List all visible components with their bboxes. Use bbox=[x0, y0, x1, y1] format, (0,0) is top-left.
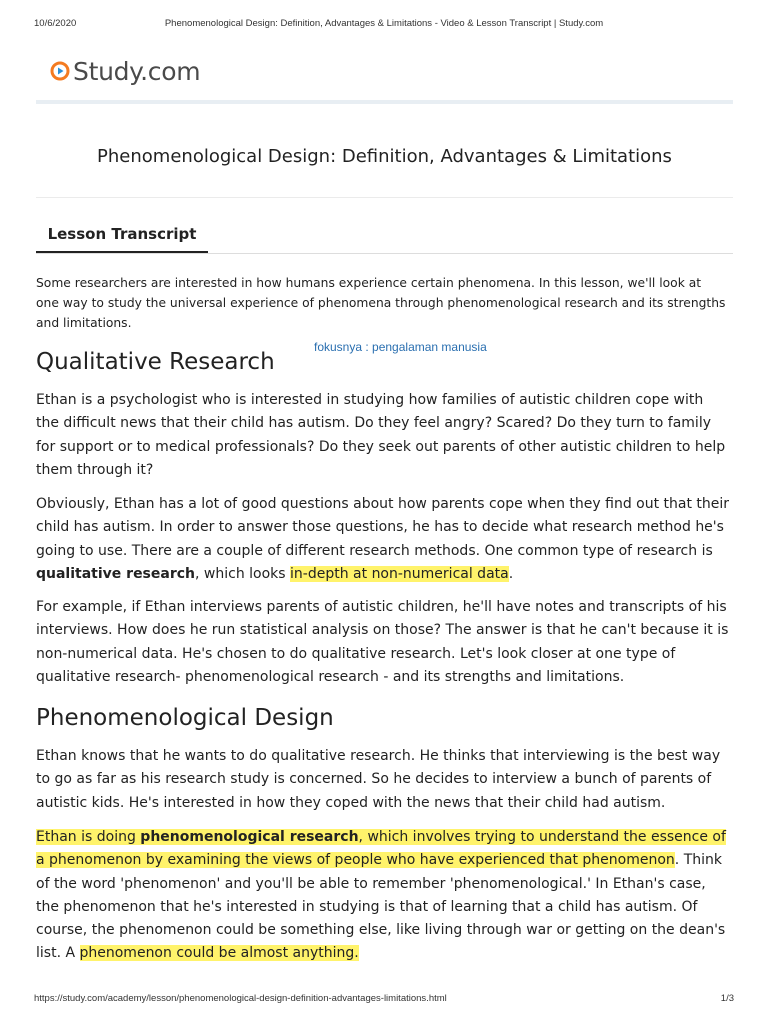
title-divider bbox=[36, 197, 733, 198]
tab-divider bbox=[36, 253, 733, 254]
bold-term-qualitative-research: qualitative research bbox=[36, 565, 196, 582]
print-url: https://study.com/academy/lesson/phenomenological-design-definition-advantages-limitations.html bbox=[34, 993, 447, 1004]
print-header bbox=[34, 18, 734, 32]
tab-lesson-transcript[interactable]: Lesson Transcript bbox=[47, 225, 197, 243]
lesson-intro: Some researchers are interested in how humans experience certain phenomena. In this lesson, we'll look at one way to study the universal experience of phenomena through phenomenological research and its strengths and limitations. bbox=[36, 276, 726, 330]
highlighted-text: , which involves trying to understand the essence of a phenomenon by examining the views of people who have experienced that phenomenon bbox=[36, 829, 726, 869]
header-divider bbox=[36, 100, 733, 104]
text-segment: . Think of the word 'phenomenon' and you'll be able to remember 'phenomenological.' In Ethan's case, the phenomenon that he's interested in studying is that of learning that a child has autism. Of course, the phenomenon could be something else, like living through war or getting on the dean's list. A bbox=[36, 852, 726, 962]
page-number: 1/3 bbox=[720, 993, 734, 1004]
highlighted-text: phenomenon could be almost anything. bbox=[79, 945, 359, 962]
bold-term-phenomenological-research: phenomenological research bbox=[140, 829, 359, 845]
paragraph-qualitative-3: For example, if Ethan interviews parents of autistic children, he'll have notes and transcripts of his interviews. How does he run statistical analysis on those? The answer is that he can't because it is non-numerical data. He's chosen to do qualitative research. Let's look closer at one type of qualitative research- phenomenological research - and its strengths and limitations. bbox=[36, 599, 729, 685]
highlighted-text: in-depth at non-numerical data bbox=[290, 565, 509, 582]
text-segment: , which looks bbox=[195, 565, 291, 582]
highlighted-text: Ethan is doing bbox=[36, 829, 141, 845]
section-heading-phenomenological-design: Phenomenological Design bbox=[36, 705, 334, 731]
study-play-icon bbox=[50, 61, 70, 81]
text-segment: . bbox=[508, 565, 514, 582]
section-heading-qualitative-research: Qualitative Research bbox=[36, 349, 275, 375]
paragraph-qualitative-1: Ethan is a psychologist who is interested in studying how families of autistic children cope with the difficult news that their child has autism. Do they feel angry? Scared? Do they turn to family for support or to medical professionals? Do they seek out parents of other autistic children to help them through it? bbox=[36, 392, 726, 478]
print-date: 10/6/2020 bbox=[34, 18, 77, 29]
print-footer bbox=[34, 993, 734, 1007]
paragraph-phenomenological-1: Ethan knows that he wants to do qualitative research. He thinks that interviewing is the best way to go as far as his research study is concerned. So he decides to interview a bunch of parents of autistic kids. He's interested in how they coped with the news that their child had autism. bbox=[36, 748, 721, 811]
study-logo[interactable] bbox=[50, 56, 200, 86]
paragraph-phenomenological-2 bbox=[36, 826, 730, 966]
logo-text: Study.com bbox=[73, 56, 201, 86]
lesson-title: Phenomenological Design: Definition, Advantages & Limitations bbox=[97, 146, 672, 167]
print-page-title: Phenomenological Design: Definition, Advantages & Limitations - Video & Lesson Transcript | Study.com bbox=[164, 18, 604, 29]
text-segment: Obviously, Ethan has a lot of good questions about how parents cope when they find out that their child has autism. In order to answer those questions, he has to decide what research method he's going to use. There are a couple of different research methods. One common type of research is bbox=[36, 496, 730, 559]
handwritten-annotation: fokusnya : pengalaman manusia bbox=[314, 340, 487, 354]
paragraph-qualitative-2 bbox=[36, 493, 730, 586]
